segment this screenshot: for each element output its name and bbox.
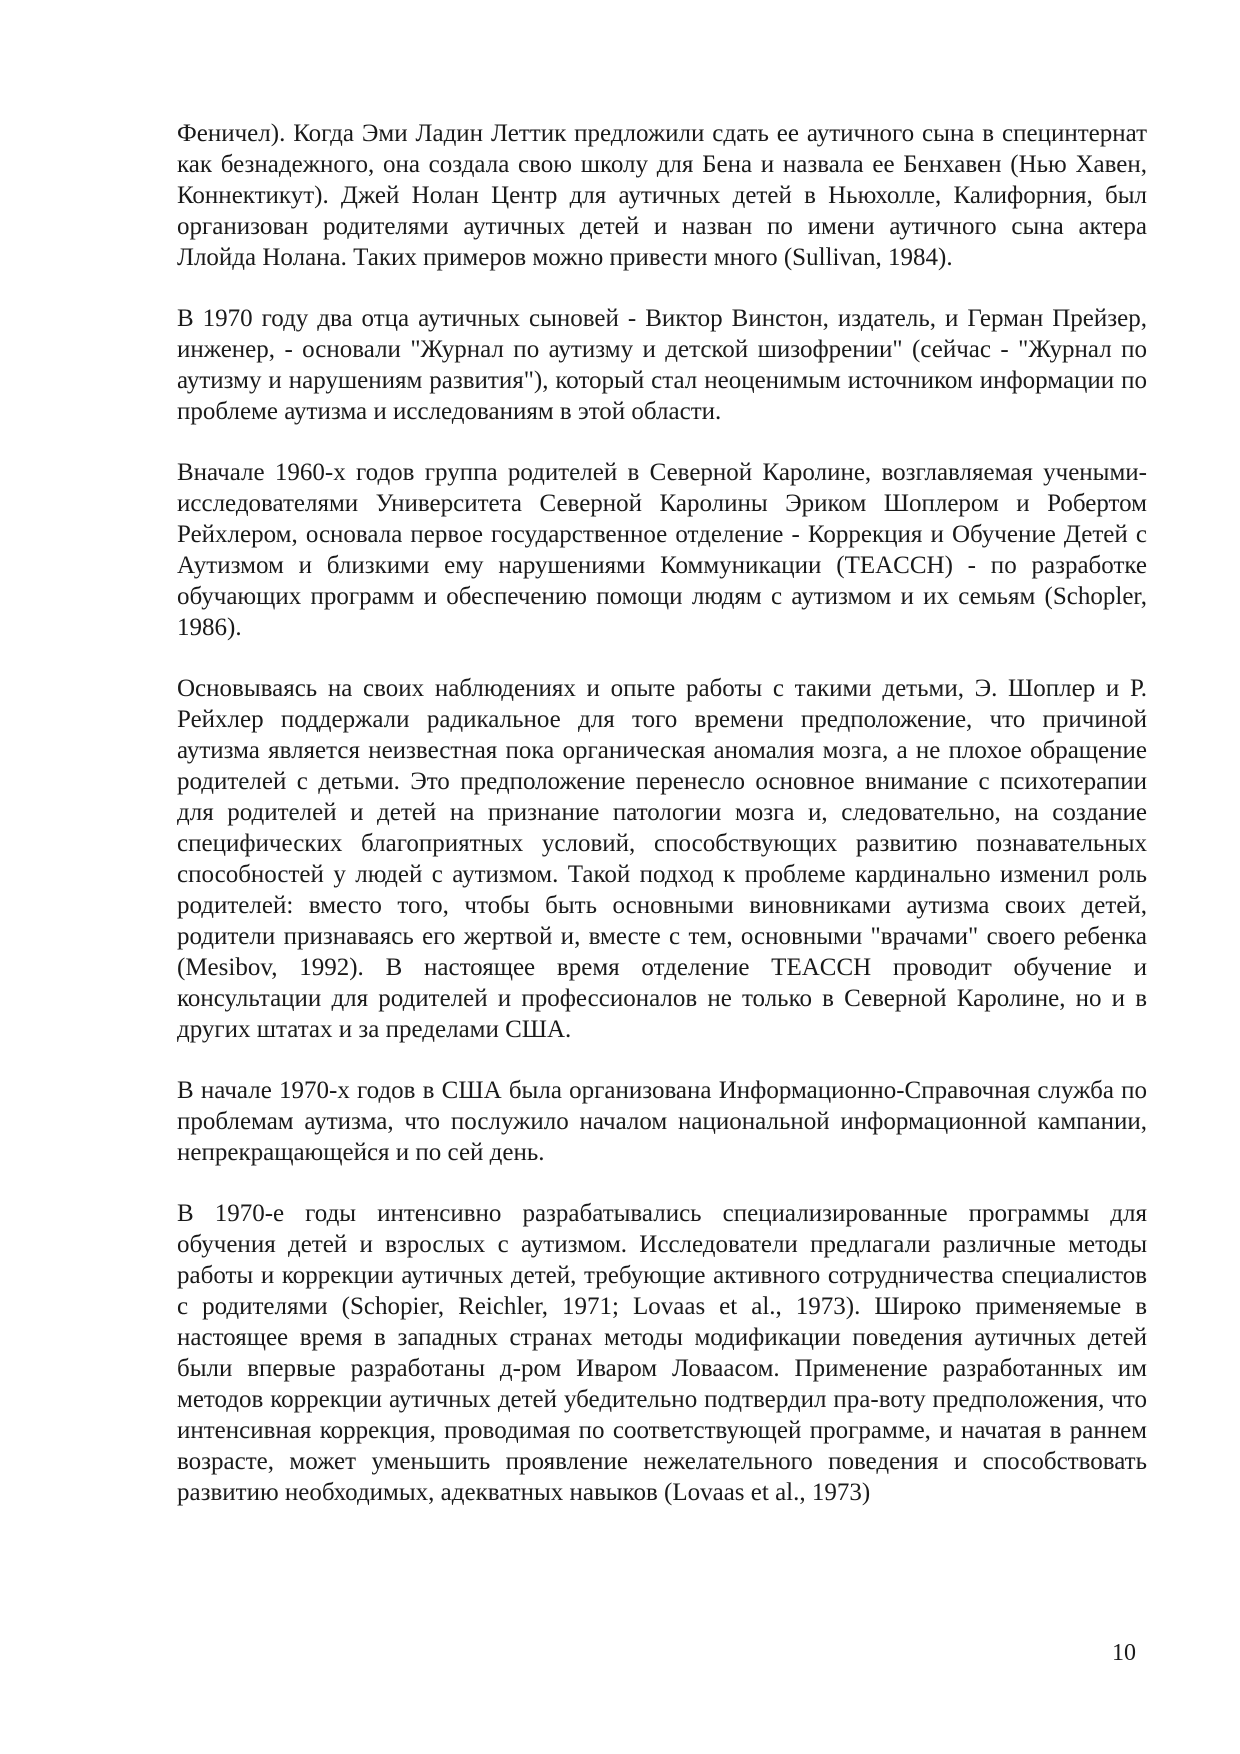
paragraph: В 1970-е годы интенсивно разрабатывались специализированные программы для обучения детей и взрослых с аутизмом. Исследователи предлагали различные методы работы и коррекции аутичных детей, требующие активного сотрудничества специалистов с родителями (Schopier, Reichler, 1971; Lovaas et al., 1973). Широко применяемые в настоящее время в западных странах методы модификации поведения аутичных детей были впервые разработаны д-ром Иваром Ловаасом. Применение разработанных им методов коррекции аутичных детей убедительно подтвердил пра-воту предположения, что интенсивная коррекция, проводимая по соответствующей программе, и начатая в раннем возрасте, может уменьшить проявление нежелательного поведения и способствовать развитию необходимых, адекватных навыков (Lovaas et al., 1973) — [177, 1200, 1147, 1506]
paragraph: Феничел). Когда Эми Ладин Леттик предложили сдать ее аутичного сына в специнтернат как безнадежного, она создала свою школу для Бена и назвала ее Бенхавен (Нью Хавен, Коннектикут). Джей Нолан Центр для аутичных детей в Ньюхолле, Калифорния, был организован родителями аутичных детей и назван по имени аутичного сына актера Ллойда Нолана. Таких примеров можно привести много (Sullivan, 1984). — [177, 120, 1147, 271]
paragraph: Вначале 1960-х годов группа родителей в Северной Каролине, возглавляемая учеными-исследователями Университета Северной Каролины Эриком Шоплером и Робертом Рейхлером, основала первое государственное отделение - Коррекция и Обучение Детей с Аутизмом и близкими ему нарушениями Коммуникации (TEACCH) - по разработке обучающих программ и обеспечению помощи людям с аутизмом и их семьям (Schopler, 1986). — [177, 459, 1147, 641]
paragraph: В начале 1970-х годов в США была организована Информационно-Справочная служба по проблемам аутизма, что послужило началом национальной информационной кампании, непрекращающейся и по сей день. — [177, 1077, 1147, 1166]
page-number: 10 — [1112, 1640, 1136, 1666]
paragraph: Основываясь на своих наблюдениях и опыте работы с такими детьми, Э. Шоплер и Р. Рейхлер поддержали радикальное для того времени предположение, что причиной аутизма является неизвестная пока органическая аномалия мозга, а не плохое обращение родителей с детьми. Это предположение перенесло основное внимание с психотерапии для родителей и детей на признание патологии мозга и, следовательно, на создание специфических благоприятных условий, способствующих развитию познавательных способностей у людей с аутизмом. Такой подход к проблеме кардинально изменил роль родителей: вместо того, чтобы быть основными виновниками аутизма своих детей, родители признаваясь его жертвой и, вместе с тем, основными "врачами" своего ребенка (Mesibov, 1992). В настоящее время отделение TEACCH проводит обучение и консультации для родителей и профессионалов не только в Северной Каролине, но и в других штатах и за пределами США. — [177, 675, 1147, 1043]
body-text — [177, 118, 1147, 1538]
paragraph: В 1970 году два отца аутичных сыновей - Виктор Винстон, издатель, и Герман Прейзер, инженер, - основали "Журнал по аутизму и детской шизофрении" (сейчас - "Журнал по аутизму и нарушениям развития"), который стал неоценимым источником информации по проблеме аутизма и исследованиям в этой области. — [177, 305, 1147, 425]
